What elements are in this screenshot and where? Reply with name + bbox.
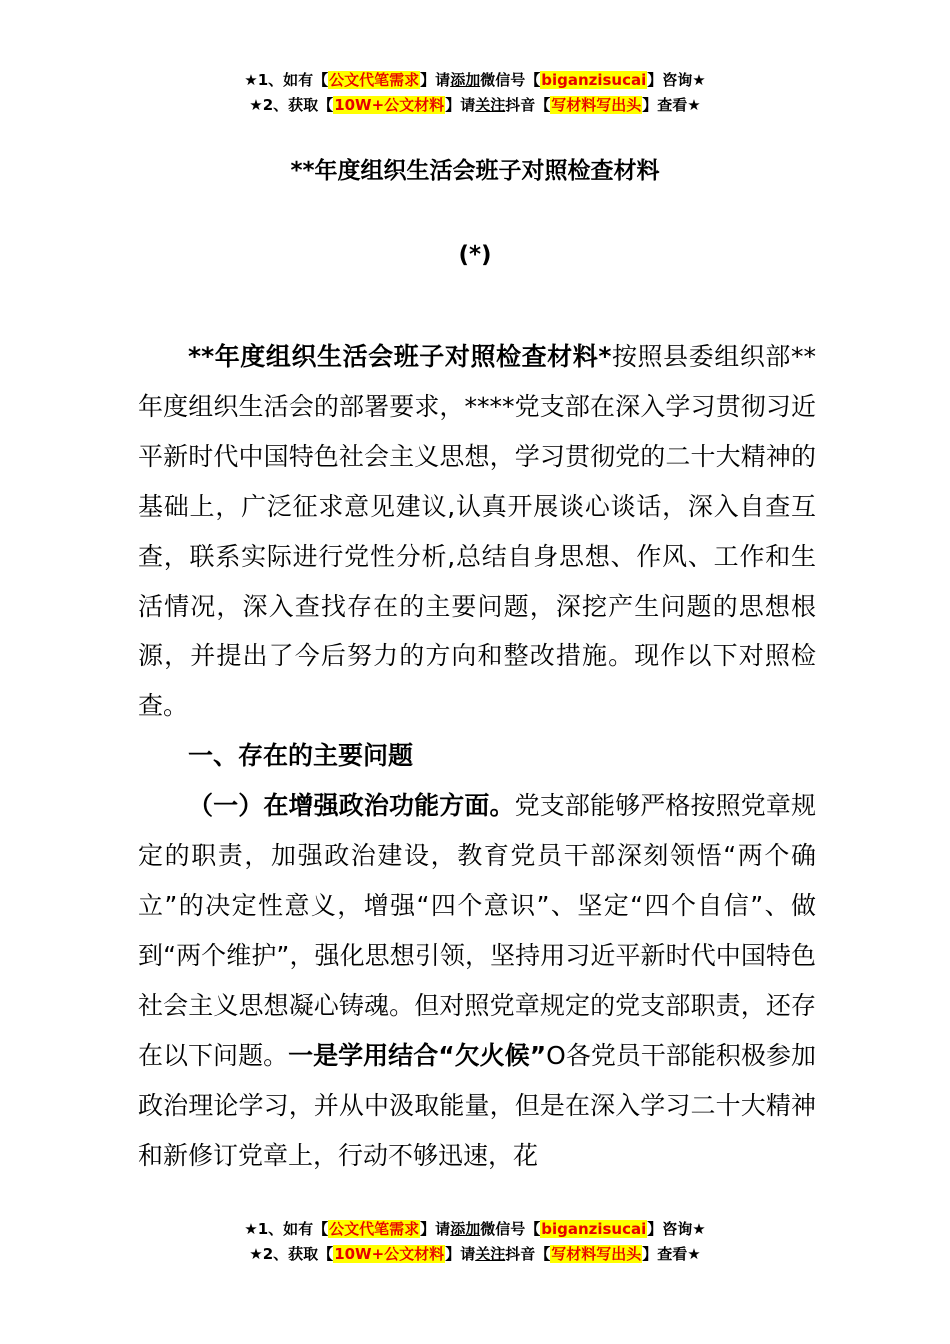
- document-body: [138, 332, 816, 1180]
- banner-text: ★1、如有【: [244, 71, 329, 89]
- banner-highlight: 公文代笔需求: [329, 1220, 420, 1238]
- banner-text: 微信号【: [480, 1220, 541, 1238]
- banner-line-1: [0, 1217, 950, 1242]
- banner-text: 】请: [420, 1220, 451, 1238]
- point-text: O各党员干部能积极参加政治理论学习，并从中汲取能量，但是在深入学习二十大精神和新修订党章上，行动不够迅速，花: [138, 1040, 816, 1170]
- banner-underline: 添加: [450, 71, 481, 89]
- banner-text: 】咨询★: [647, 71, 706, 89]
- banner-text: 抖音【: [505, 96, 551, 114]
- banner-underline: 关注: [475, 1245, 506, 1263]
- banner-text: 】查看★: [642, 96, 701, 114]
- header-banner: [0, 68, 950, 118]
- banner-text: 】请: [420, 71, 451, 89]
- point-heading: 一是学用结合“欠火候”: [288, 1040, 547, 1070]
- banner-text: 抖音【: [505, 1245, 551, 1263]
- document-title: **年度组织生活会班子对照检查材料: [290, 158, 660, 184]
- subsection-heading: （一）在增强政治功能方面。: [188, 791, 515, 821]
- banner-text: 】咨询★: [647, 1220, 706, 1238]
- banner-text: 】请: [445, 96, 476, 114]
- banner-text: 微信号【: [480, 71, 541, 89]
- banner-highlight: 10W+公文材料: [334, 96, 445, 114]
- banner-highlight: 写材料写出头: [551, 96, 642, 114]
- banner-line-1: [0, 68, 950, 93]
- banner-highlight: 写材料写出头: [551, 1245, 642, 1263]
- banner-text: ★2、获取【: [249, 96, 334, 114]
- banner-highlight: biganzisucai: [541, 1220, 647, 1238]
- banner-text: ★1、如有【: [244, 1220, 329, 1238]
- banner-underline: 添加: [450, 1220, 481, 1238]
- banner-text: 】请: [445, 1245, 476, 1263]
- subsection-paragraph: [138, 781, 816, 1180]
- banner-underline: 关注: [475, 96, 506, 114]
- banner-highlight: 10W+公文材料: [334, 1245, 445, 1263]
- banner-line-2: [0, 1242, 950, 1267]
- subsection-text: 党支部能够严格按照党章规定的职责，加强政治建设，教育党员干部深刻领悟“两个确立”的决定性意义，增强“四个意识”、坚定“四个自信”、做到“两个维护”，强化思想引领，坚持用习近平新时代中国特色社会主义思想凝心铸魂。但对照党章规定的党支部职责，还存在以下问题。: [138, 791, 816, 1070]
- banner-highlight: biganzisucai: [541, 71, 647, 89]
- banner-highlight: 公文代笔需求: [329, 71, 420, 89]
- intro-text: 按照县委组织部**年度组织生活会的部署要求，****党支部在深入学习贯彻习近平新时代中国特色社会主义思想，学习贯彻党的二十大精神的基础上，广泛征求意见建议,认真开展谈心谈话，深入自查互查，联系实际进行党性分析,总结自身思想、作风、工作和生活情况，深入查找存在的主要问题，深挖产生问题的思想根源，并提出了今后努力的方向和整改措施。现作以下对照检查。: [138, 342, 816, 721]
- banner-text: 】查看★: [642, 1245, 701, 1263]
- banner-line-2: [0, 93, 950, 118]
- footer-banner: [0, 1217, 950, 1267]
- intro-bold: **年度组织生活会班子对照检查材料*: [188, 342, 612, 371]
- document-subtitle: (*): [458, 242, 492, 268]
- intro-paragraph: [138, 332, 816, 731]
- banner-text: ★2、获取【: [249, 1245, 334, 1263]
- section-heading: 一、存在的主要问题: [188, 741, 414, 771]
